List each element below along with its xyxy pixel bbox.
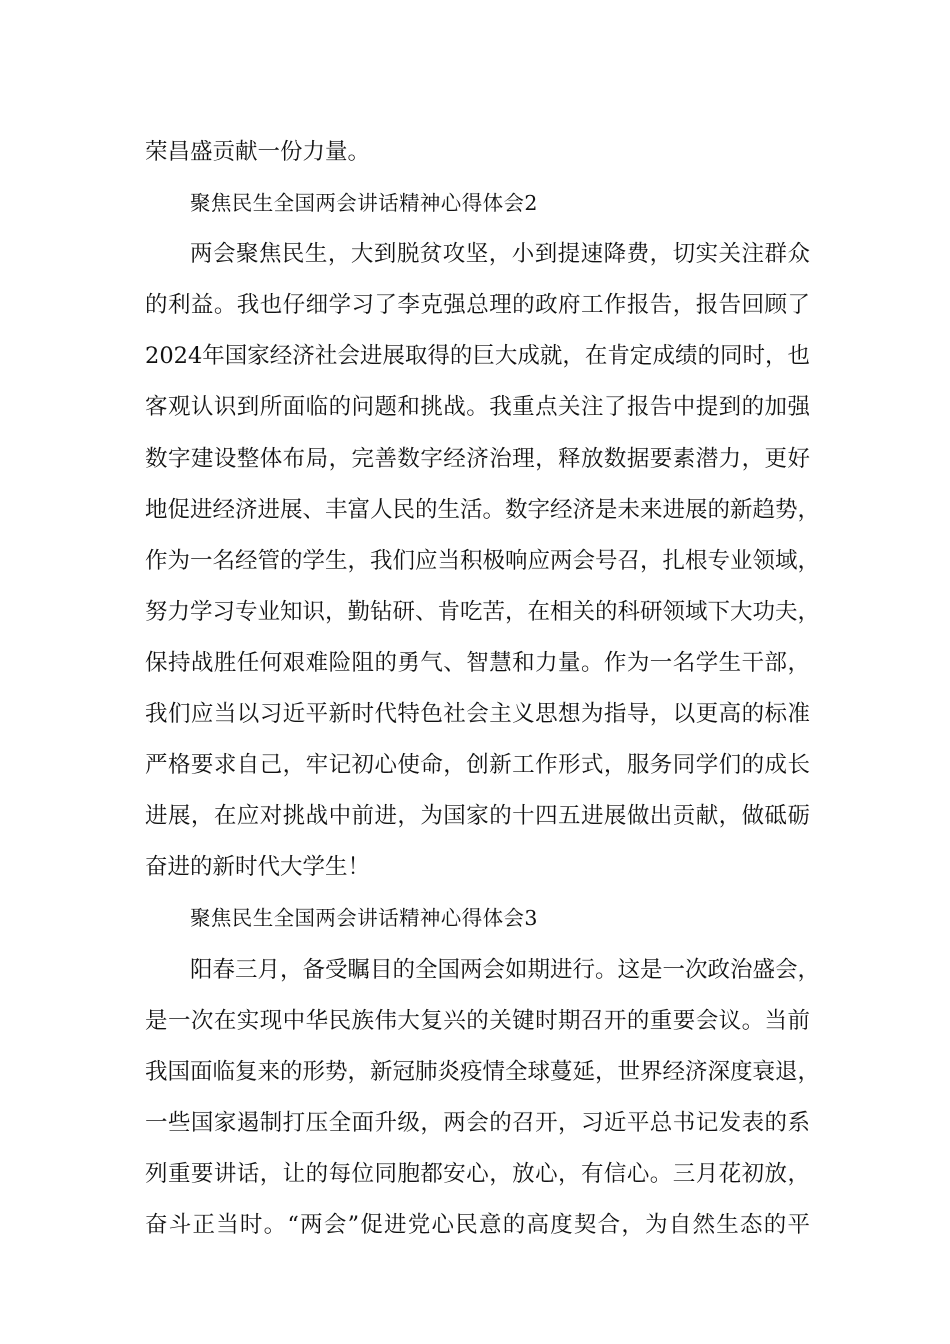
text-line: 严格要求自己，牢记初心使命，创新工作形式，服务同学们的成长 [145, 752, 810, 779]
section-heading: 聚焦民生全国两会讲话精神心得体会3 [190, 906, 538, 931]
text-line: 地促进经济进展、丰富人民的生活。数字经济是未来进展的新趋势， [145, 496, 821, 523]
paragraph-last-line: 奋进的新时代大学生！ [145, 854, 371, 881]
section-heading: 聚焦民生全国两会讲话精神心得体会2 [190, 191, 538, 216]
text-line: 数字建设整体布局，完善数字经济治理，释放数据要素潜力，更好 [145, 445, 810, 472]
text-line: 保持战胜任何艰难险阻的勇气、智慧和力量。作为一名学生干部， [145, 649, 810, 676]
text-line: 进展，在应对挑战中前进，为国家的十四五进展做出贡献，做砥砺 [145, 803, 810, 830]
paragraph-first-line: 阳春三月，备受瞩目的全国两会如期进行。这是一次政治盛会， [190, 956, 821, 983]
text-line: 我们应当以习近平新时代特色社会主义思想为指导，以更高的标准 [145, 701, 810, 728]
text-line: 2024年国家经济社会进展取得的巨大成就，在肯定成绩的同时，也 [145, 343, 810, 370]
text-line: 作为一名经管的学生，我们应当积极响应两会号召，扎根专业领域， [145, 547, 821, 574]
document-body [145, 127, 821, 1251]
text-line: 的利益。我也仔细学习了李克强总理的政府工作报告，报告回顾了 [145, 292, 810, 319]
text-line: 是一次在实现中华民族伟大复兴的关键时期召开的重要会议。当前 [145, 1007, 810, 1034]
paragraph-first-line: 两会聚焦民生，大到脱贫攻坚，小到提速降费，切实关注群众 [190, 241, 810, 268]
text-line: 奋斗正当时。“两会”促进党心民意的高度契合，为自然生态的平 [145, 1211, 810, 1238]
text-line: 荣昌盛贡献一份力量。 [145, 139, 371, 165]
text-line: 一些国家遏制打压全面升级，两会的召开，习近平总书记发表的系 [145, 1109, 810, 1136]
text-line: 努力学习专业知识，勤钻研、肯吃苦，在相关的科研领域下大功夫， [145, 598, 821, 625]
text-line: 我国面临复来的形势，新冠肺炎疫情全球蔓延，世界经济深度衰退， [145, 1058, 821, 1085]
text-line: 客观认识到所面临的问题和挑战。我重点关注了报告中提到的加强 [145, 394, 810, 421]
text-line: 列重要讲话，让的每位同胞都安心，放心，有信心。三月花初放， [145, 1160, 810, 1187]
